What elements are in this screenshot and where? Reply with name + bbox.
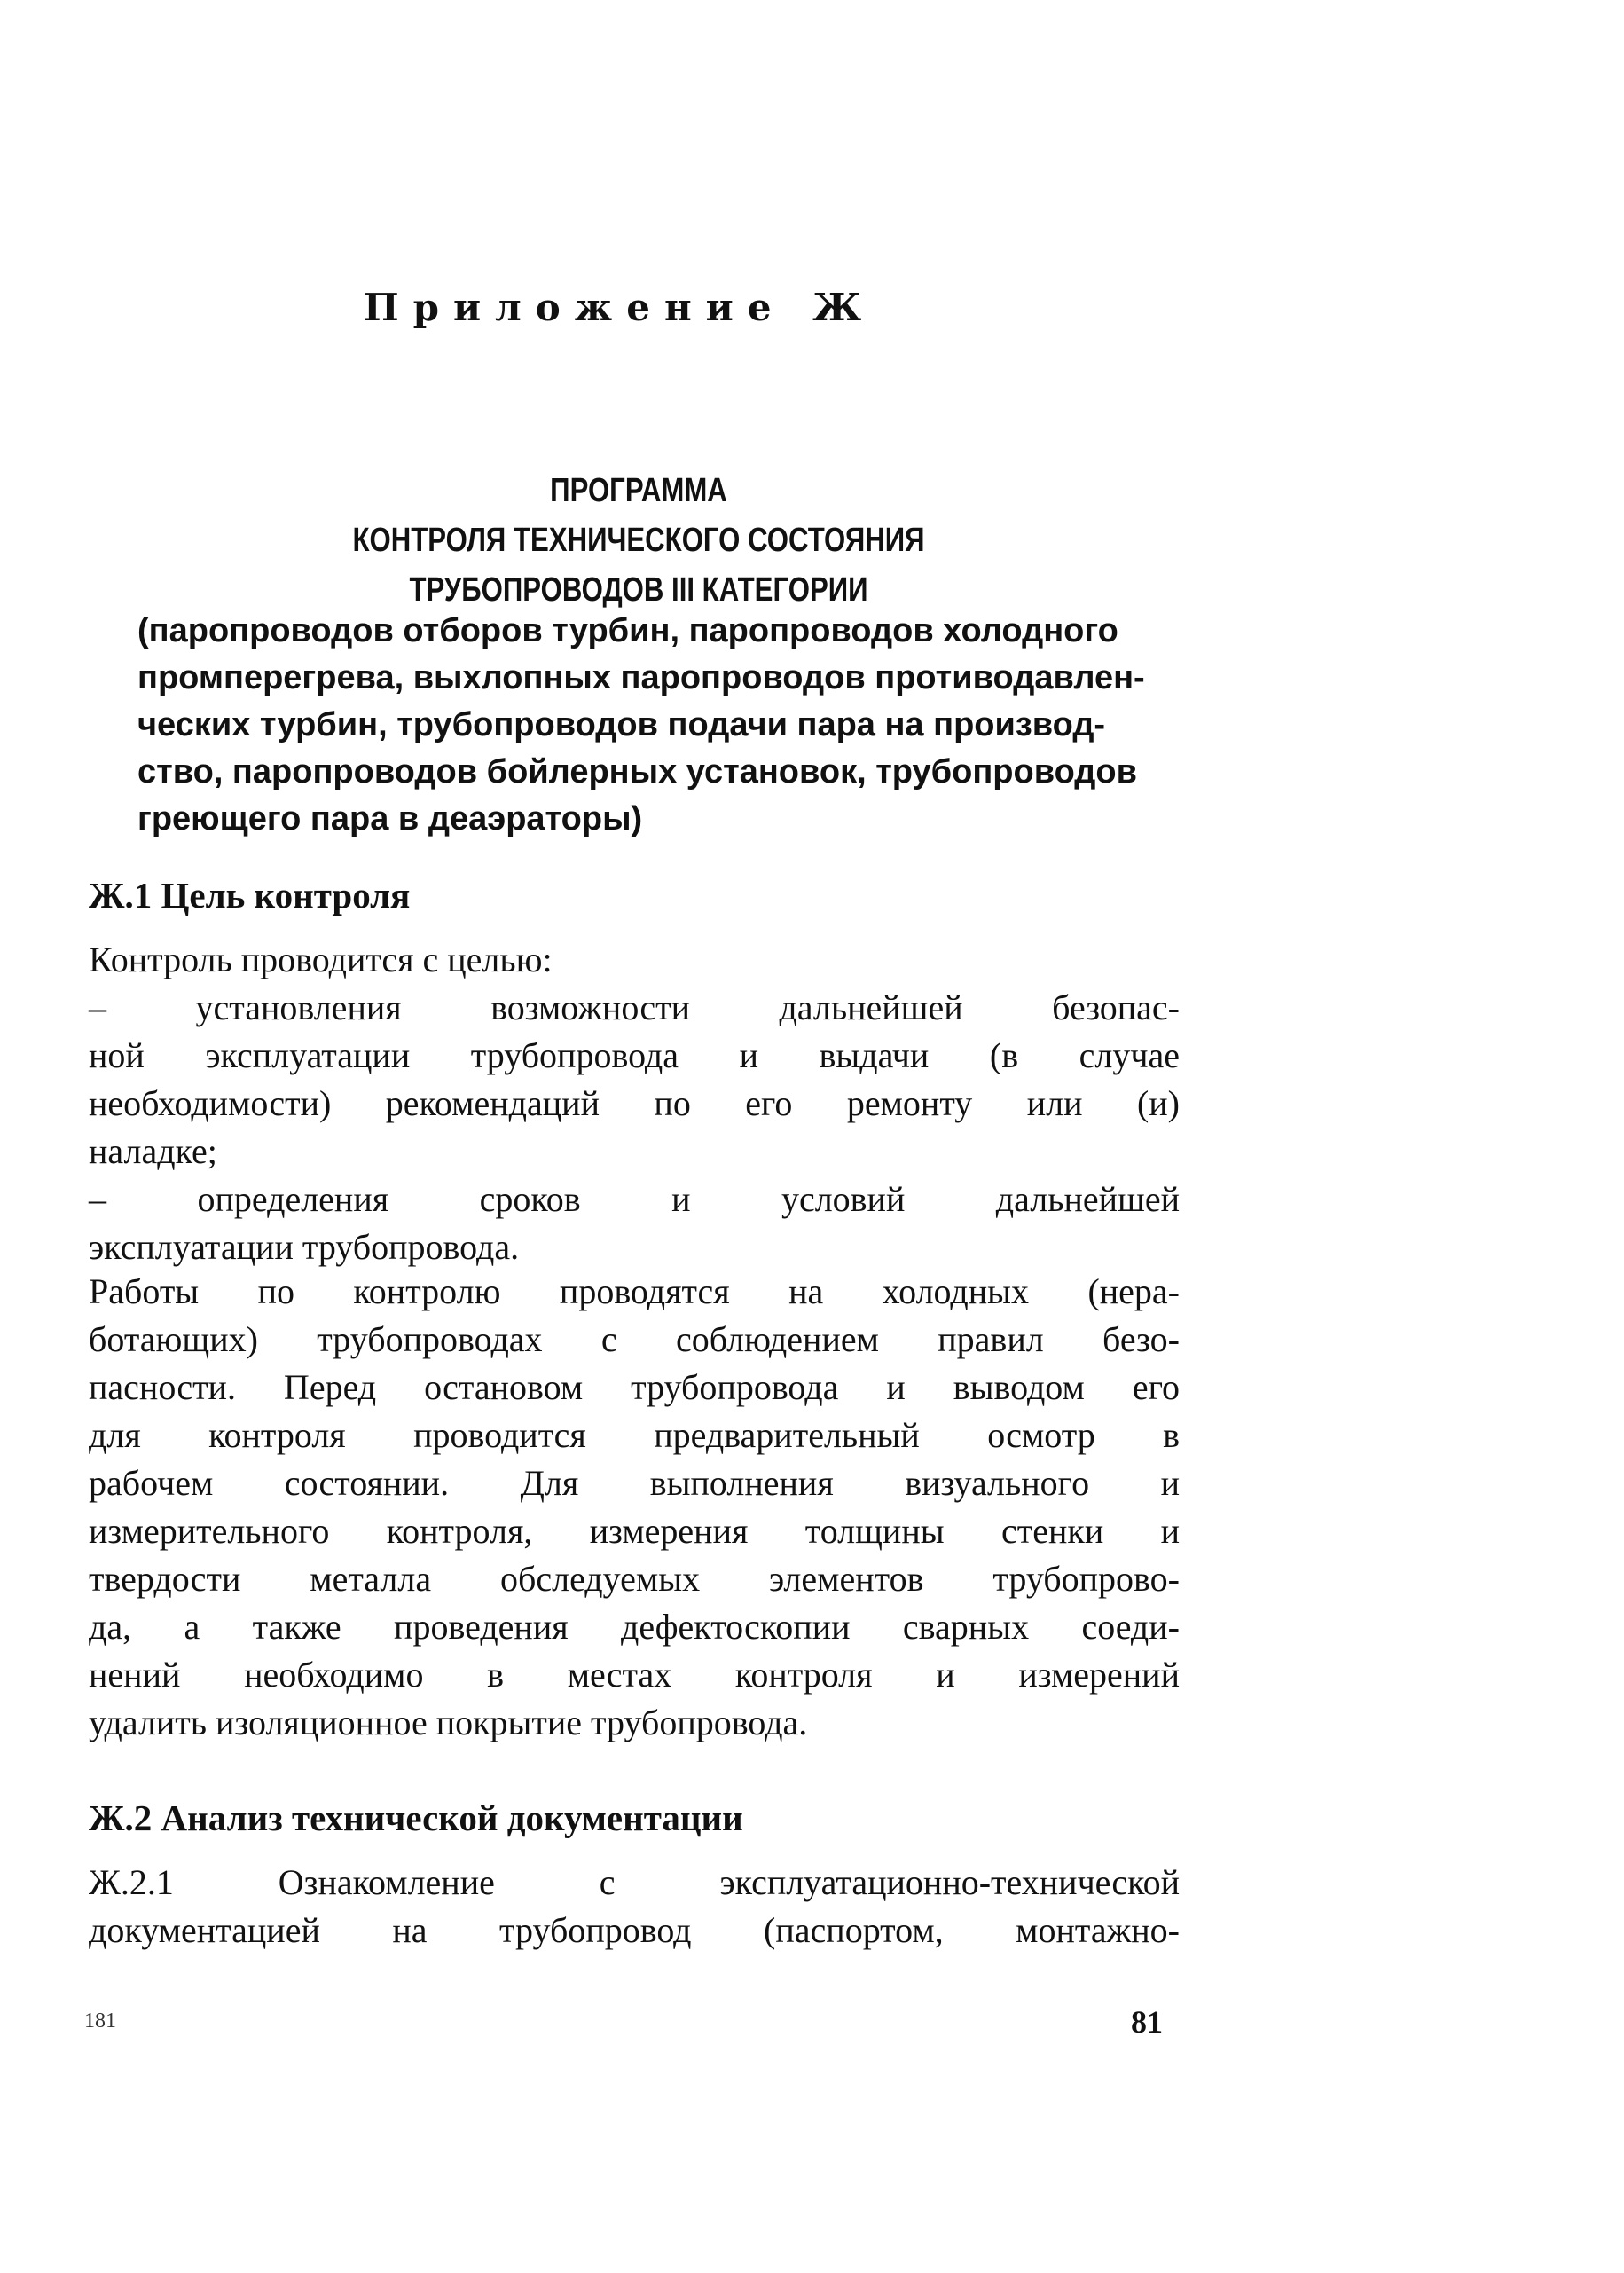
- text-line: Контроль проводится с целью:: [89, 940, 553, 979]
- title-line: ТРУБОПРОВОДОВ III КАТЕГОРИИ: [409, 571, 868, 609]
- text-line: эксплуатации трубопровода.: [89, 1227, 520, 1267]
- text-line: для контроля проводится предварительный осмотр в: [89, 1415, 1180, 1455]
- paragraph-documentation-review: [89, 1859, 1180, 1954]
- subtitle-line: промперегрева, выхлопных паропроводов противодавлен-: [137, 659, 1145, 696]
- title-line: ПРОГРАММА: [550, 472, 727, 509]
- footer-mark: 181: [84, 2010, 116, 2033]
- appendix-label: Приложение Ж: [364, 286, 876, 329]
- text-line: нений необходимо в местах контроля и измерений: [89, 1655, 1180, 1695]
- text-line: твердости металла обследуемых элементов трубопрово-: [89, 1559, 1180, 1599]
- paragraph-purpose-list: [89, 936, 1180, 1271]
- text-line: рабочем состоянии. Для выполнения визуального и: [89, 1463, 1180, 1503]
- text-line: ной эксплуатации трубопровода и выдачи (в случае: [89, 1035, 1180, 1075]
- text-line: наладке;: [89, 1131, 217, 1171]
- text-line: документацией на трубопровод (паспортом, монтажно-: [89, 1910, 1180, 1950]
- text-line: Работы по контролю проводятся на холодных (нера-: [89, 1271, 1180, 1311]
- title-line: КОНТРОЛЯ ТЕХНИЧЕСКОГО СОСТОЯНИЯ: [352, 522, 925, 559]
- subtitle-line: ство, паропроводов бойлерных установок, трубопроводов: [137, 753, 1137, 790]
- page-number: 81: [1131, 2004, 1163, 2040]
- text-line: измерительного контроля, измерения толщины стенки и: [89, 1511, 1180, 1551]
- program-title: [231, 466, 1046, 615]
- program-subtitle: [137, 608, 1145, 843]
- text-line: ботающих) трубопроводах с соблюдением правил безо-: [89, 1319, 1180, 1359]
- text-line: удалить изоляционное покрытие трубопровода.: [89, 1703, 808, 1742]
- subtitle-line: греющего пара в деаэраторы): [137, 800, 643, 838]
- text-line: Ж.2.1 Ознакомление с эксплуатационно-технической: [89, 1862, 1180, 1902]
- paragraph-work-conditions: [89, 1268, 1180, 1747]
- text-line: пасности. Перед остановом трубопровода и выводом его: [89, 1367, 1180, 1407]
- text-line: – определения сроков и условий дальнейшей: [89, 1179, 1180, 1219]
- text-line: необходимости) рекомендаций по его ремонту или (и): [89, 1083, 1180, 1123]
- section-heading-documentation: Ж.2 Анализ технической документации: [89, 1797, 743, 1838]
- section-heading-purpose: Ж.1 Цель контроля: [89, 875, 411, 916]
- text-line: – установления возможности дальнейшей безопас-: [89, 987, 1180, 1027]
- subtitle-line: (паропроводов отборов турбин, паропроводов холодного: [137, 612, 1118, 649]
- subtitle-line: ческих турбин, трубопроводов подачи пара на производ-: [137, 706, 1106, 743]
- text-line: да, а также проведения дефектоскопии сварных соеди-: [89, 1607, 1180, 1647]
